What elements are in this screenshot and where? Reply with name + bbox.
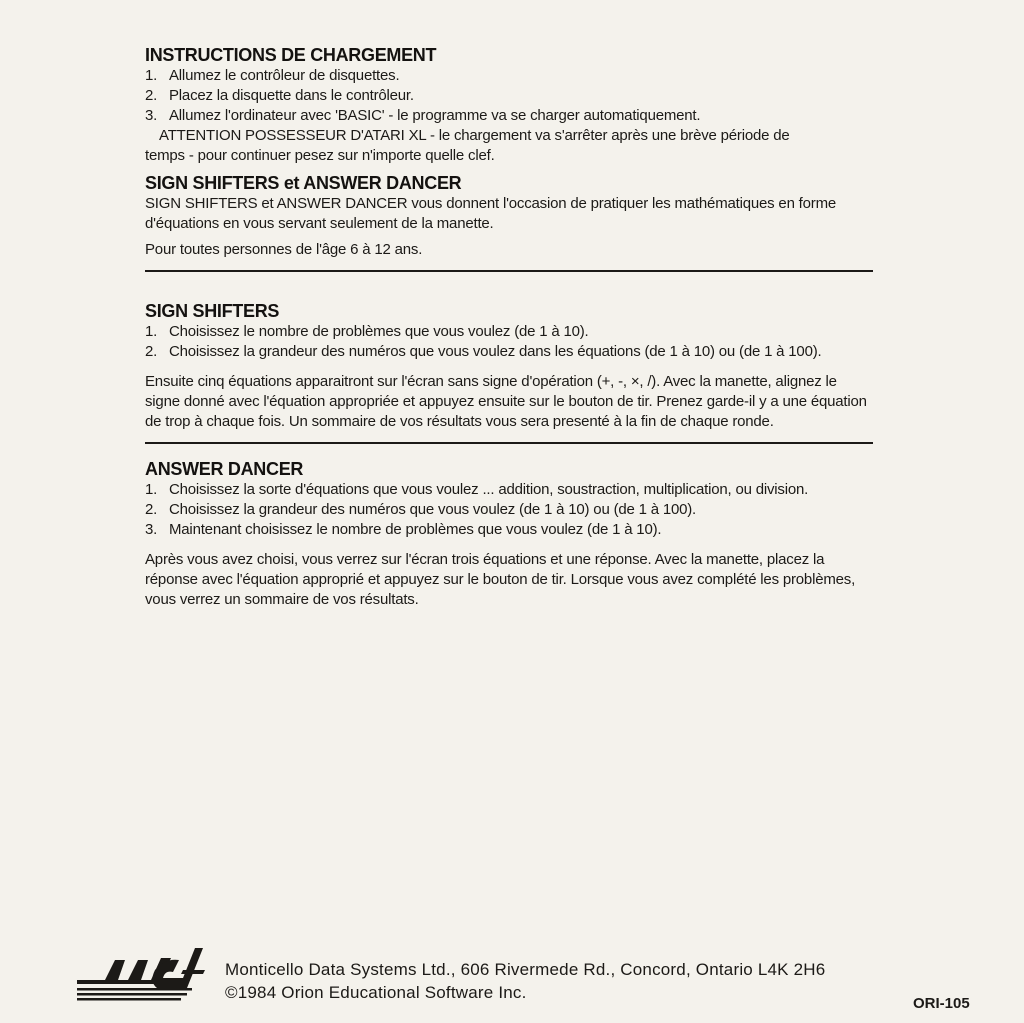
manual-content [145, 44, 873, 610]
loading-steps [145, 66, 873, 126]
sign-shifters-title: SIGN SHIFTERS [145, 301, 280, 321]
mds-logo [75, 940, 205, 1002]
sign-shifters-steps [145, 322, 873, 362]
list-item: 2. Choisissez la grandeur des numéros que vous voulez (de 1 à 10) ou (de 1 à 100). [145, 501, 697, 518]
copyright: ©1984 Orion Educational Software Inc. [225, 983, 527, 1002]
age-range: Pour toutes personnes de l'âge 6 à 12 ans. [145, 241, 423, 258]
atari-warning-line1: ATTENTION POSSESSEUR D'ATARI XL - le chargement va s'arrêter après une brève période de [159, 127, 790, 144]
publisher-address: Monticello Data Systems Ltd., 606 Rivermede Rd., Concord, Ontario L4K 2H6 [225, 960, 826, 979]
list-item: 1. Choisissez la sorte d'équations que vous voulez ... addition, soustraction, multiplication, ou division. [145, 481, 809, 498]
sign-shifters-text: Ensuite cinq équations apparaitront sur l'écran sans signe d'opération (+, -, ×, /). Avec la manette, alignez le signe donné avec l'équation appropriée et appuyez ensuite sur le bouton de tir. Prenez garde-il y a une équation de trop à chaque fois. Un sommaire de vos résultats vous sera presenté à la fin de chaque ronde. [145, 373, 867, 430]
loading-title: INSTRUCTIONS DE CHARGEMENT [145, 45, 437, 65]
intro-title: SIGN SHIFTERS et ANSWER DANCER [145, 173, 462, 193]
list-item: 1. Allumez le contrôleur de disquettes. [145, 67, 400, 84]
answer-dancer-steps [145, 480, 873, 540]
list-item: 3. Allumez l'ordinateur avec 'BASIC' - le programme va se charger automatiquement. [145, 107, 701, 124]
atari-warning-line2: temps - pour continuer pesez sur n'importe quelle clef. [145, 147, 495, 164]
list-item: 3. Maintenant choisissez le nombre de problèmes que vous voulez (de 1 à 10). [145, 521, 662, 538]
publisher-info [225, 958, 825, 1004]
intro-text: SIGN SHIFTERS et ANSWER DANCER vous donnent l'occasion de pratiquer les mathématiques en forme d'équations en vous servant seulement de la manette. [145, 195, 837, 232]
answer-dancer-title: ANSWER DANCER [145, 459, 304, 479]
answer-dancer-text: Après vous avez choisi, vous verrez sur l'écran trois équations et une réponse. Avec la manette, placez la réponse avec l'équation approprié et appuyez sur le bouton de tir. Lorsque vous avez complété les problèmes, vous verrez un sommaire de vos résultats. [145, 551, 856, 608]
list-item: 2. Placez la disquette dans le contrôleur. [145, 87, 414, 104]
list-item: 1. Choisissez le nombre de problèmes que vous voulez (de 1 à 10). [145, 323, 589, 340]
list-item: 2. Choisissez la grandeur des numéros que vous voulez dans les équations (de 1 à 10) ou (de 1 à 100). [145, 343, 822, 360]
product-code: ORI-105 [913, 995, 970, 1012]
